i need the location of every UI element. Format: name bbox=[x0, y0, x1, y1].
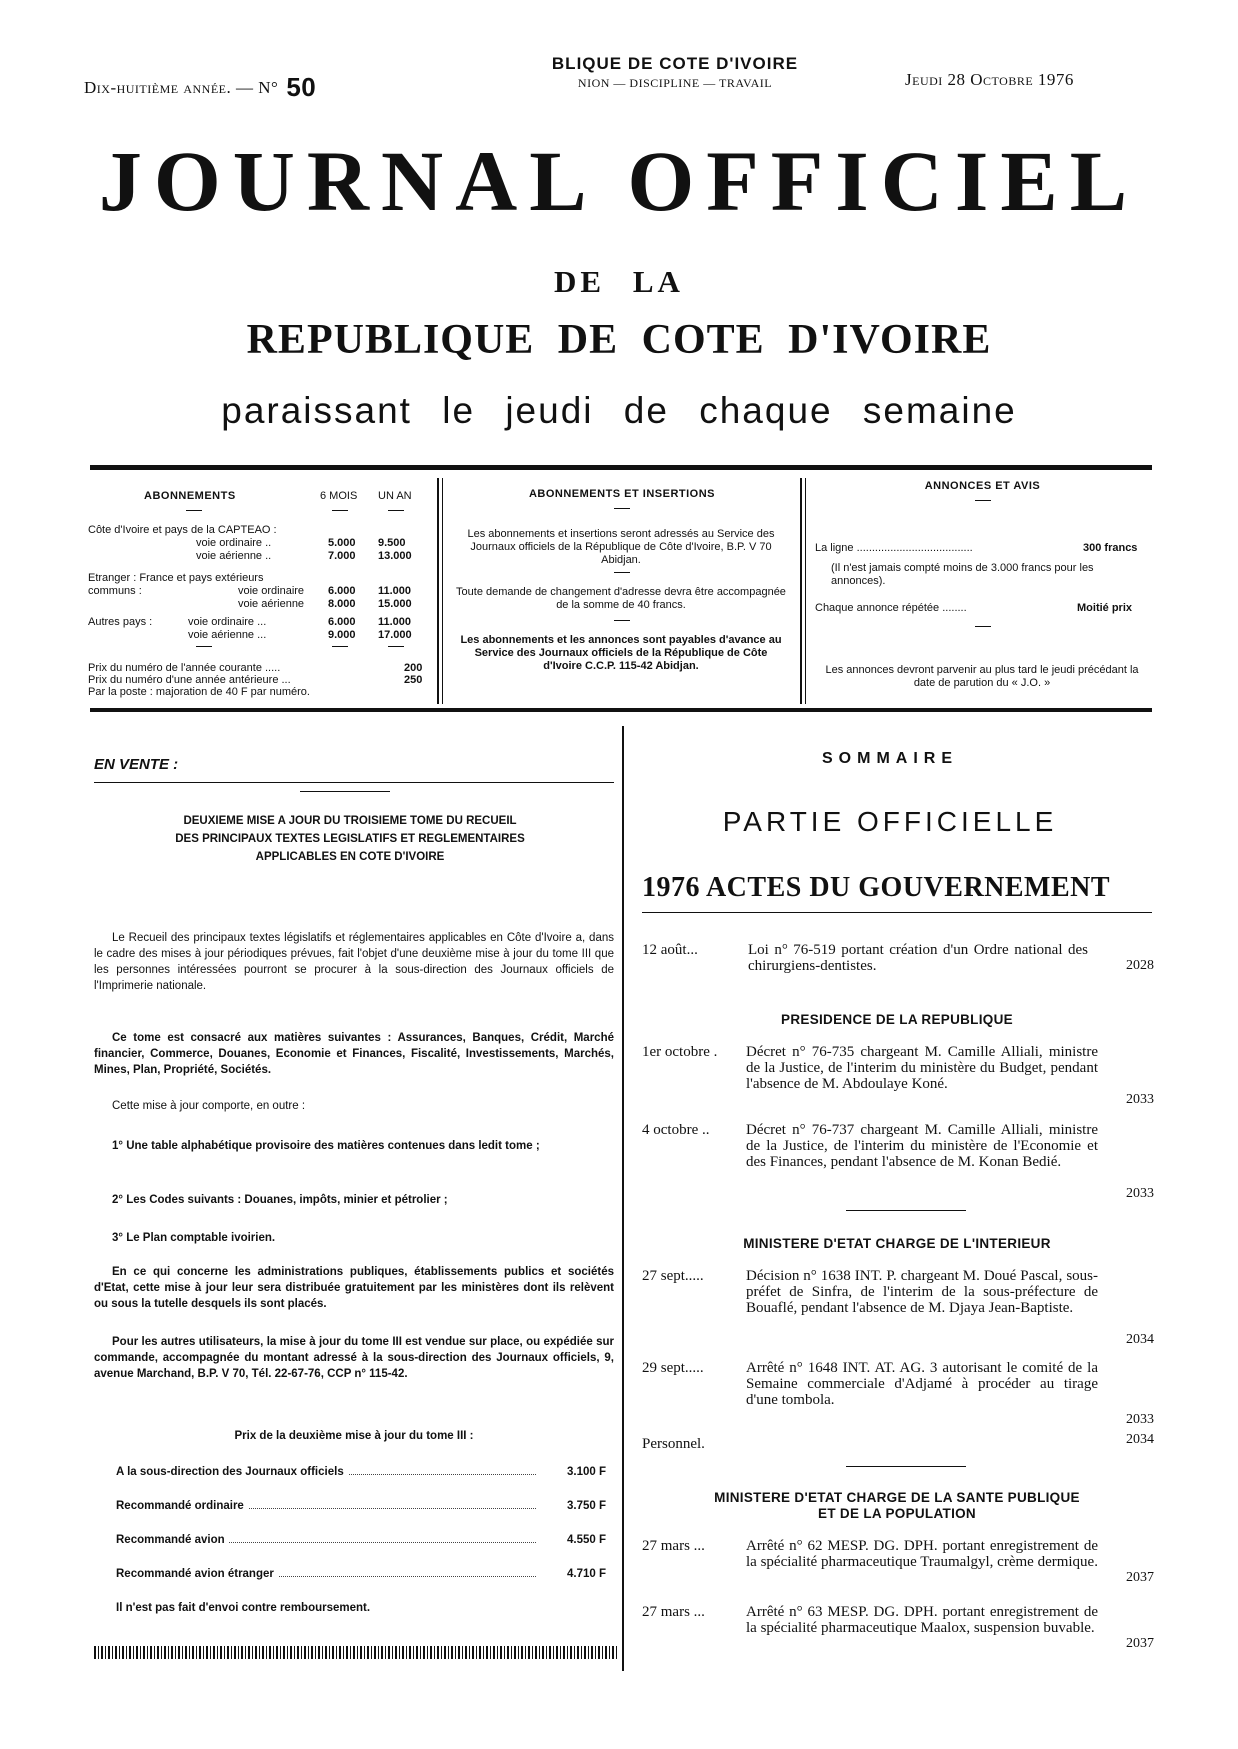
entry-text: Décret n° 76-737 chargeant M. Camille Alliali, ministre de la Justice, de l'interim du ministère de l'Economie et des Finances, pendant l'absence de M. Konan Bedié. bbox=[746, 1122, 1098, 1170]
sante-heading bbox=[642, 1490, 1152, 1522]
recueil-p3: Cette mise à jour comporte, en outre : bbox=[112, 1100, 306, 1112]
box-divider-2b bbox=[805, 478, 806, 704]
republic-motto: NION — DISCIPLINE — TRAVAIL bbox=[577, 76, 773, 90]
recueil-p5: 2° Les Codes suivants : Douanes, impôts, minier et pétrolier ; bbox=[112, 1194, 448, 1206]
ci-ord-an: 9.500 bbox=[378, 537, 406, 549]
entry-page: 2033 bbox=[1126, 1412, 1154, 1427]
recueil-p4: 1° Une table alphabétique provisoire des matières contenues dans ledit tome ; bbox=[112, 1140, 540, 1152]
issue-date: Jeudi 28 Octobre 1976 bbox=[905, 70, 1074, 89]
box-divider-1b bbox=[442, 478, 443, 704]
entry-date: 1er octobre . bbox=[642, 1044, 718, 1060]
entry-date: 12 août... bbox=[642, 942, 698, 958]
et-aer-an: 15.000 bbox=[378, 598, 412, 610]
masthead-de-la: DE LA bbox=[554, 264, 684, 299]
en-vente-rule bbox=[94, 782, 614, 783]
par-la-poste: Par la poste : majoration de 40 F par numéro. bbox=[88, 686, 310, 698]
actes-rule bbox=[642, 912, 1152, 913]
journal-title: JOURNAL OFFICIEL bbox=[98, 133, 1140, 229]
cote-ivoire-label: Côte d'Ivoire et pays de la CAPTEAO : bbox=[88, 524, 277, 536]
entry-date: 29 sept..... bbox=[642, 1360, 704, 1376]
presidence-heading: PRESIDENCE DE LA REPUBLIQUE bbox=[781, 1012, 1013, 1027]
annonces-repetee: Chaque annonce répétée ........ bbox=[815, 602, 967, 614]
entry-separator bbox=[846, 1466, 966, 1467]
au-aer-6: 9.000 bbox=[328, 629, 356, 641]
box-divider-1 bbox=[437, 478, 439, 704]
recueil-title-l3: APPLICABLES EN COTE D'IVOIRE bbox=[255, 851, 445, 863]
annonces-heading: ANNONCES ET AVIS bbox=[924, 480, 1041, 492]
prix-anterieure: Prix du numéro d'une année antérieure ... bbox=[88, 674, 291, 686]
abon-ins-p1: Les abonnements et insertions seront adressés au Service des Journaux officiels de la République de Côte d'Ivoire, B.P. V 70 Abidjan. bbox=[467, 528, 775, 566]
ci-ord-6: 5.000 bbox=[328, 537, 356, 549]
price-label: Recommandé ordinaire bbox=[116, 1500, 248, 1512]
entry-date: Personnel. bbox=[642, 1436, 705, 1452]
sante-heading-l1: MINISTERE D'ETAT CHARGE DE LA SANTE PUBLIQUE bbox=[714, 1490, 1080, 1505]
et-ord-6: 6.000 bbox=[328, 585, 356, 597]
price-label: Recommandé avion bbox=[116, 1534, 229, 1546]
au-voie-aerienne: voie aérienne ... bbox=[188, 629, 267, 641]
recueil-p8: Pour les autres utilisateurs, la mise à jour du tome III est vendue sur place, ou expédiée sur commande, accompagnée du montant adressé à la sous-direction des Journaux officiels, 9, avenue Marchand, B.P. V 70, Tél. 22-67-76, CCP n° 115-42. bbox=[94, 1336, 614, 1380]
col-un-an: UN AN bbox=[378, 490, 412, 502]
annonces-panel bbox=[815, 480, 1150, 702]
subscriptions-panel bbox=[88, 488, 430, 703]
entry-page: 2037 bbox=[1126, 1636, 1154, 1651]
recueil-p6: 3° Le Plan comptable ivoirien. bbox=[112, 1232, 276, 1244]
partie-officielle: PARTIE OFFICIELLE bbox=[722, 806, 1058, 837]
annonces-ligne: La ligne ...................................... bbox=[815, 542, 973, 554]
entry-page: 2033 bbox=[1126, 1092, 1154, 1107]
ci-voie-ordinaire: voie ordinaire .. bbox=[196, 537, 272, 549]
prix-title: Prix de la deuxième mise à jour du tome III : bbox=[234, 1430, 474, 1442]
recueil-p7: En ce qui concerne les administrations publiques, établissements publics et sociétés d'Etat, cette mise à jour leur sera distribuée gratuitement par les ministères dont ils relèvent ou sous la tutelle desquels ils sont placés. bbox=[94, 1266, 614, 1310]
abon-ins-p3: Les abonnements et les annonces sont payables d'avance au Service des Journaux officiels de la République de Côte d'Ivoire C.C.P. 115-42 Abidjan. bbox=[460, 634, 782, 672]
masthead-republic: REPUBLIQUE DE COTE D'IVOIRE bbox=[246, 317, 992, 363]
annonces-repetee-val: Moitié prix bbox=[1077, 602, 1133, 614]
col-6mois: 6 MOIS bbox=[320, 490, 358, 502]
recueil-title-l1: DEUXIEME MISE A JOUR DU TROISIEME TOME DU RECUEIL bbox=[183, 815, 517, 827]
et-voie-ordinaire: voie ordinaire bbox=[238, 585, 305, 597]
entry-text: Arrêté n° 62 MESP. DG. DPH. portant enregistrement de la spécialité pharmaceutique Traumalgyl, crème dermique. bbox=[746, 1538, 1098, 1570]
box-bottom-rule bbox=[90, 708, 1152, 712]
price-label: Recommandé avion étranger bbox=[116, 1568, 278, 1580]
price-value: 4.710 F bbox=[567, 1568, 606, 1580]
annonces-note: (Il n'est jamais compté moins de 3.000 francs pour les annonces). bbox=[831, 562, 1094, 587]
entry-page: 2034 bbox=[1126, 1332, 1154, 1347]
republic-header bbox=[505, 54, 845, 91]
price-value: 3.100 F bbox=[567, 1466, 606, 1478]
actes-heading: 1976 ACTES DU GOUVERNEMENT bbox=[642, 872, 1111, 903]
entry-text: Arrêté n° 1648 INT. AT. AG. 3 autorisant le comité de la Semaine commerciale d'Adjamé à procéder au tirage d'une tombola. bbox=[746, 1360, 1098, 1408]
recueil-title-l2: DES PRINCIPAUX TEXTES LEGISLATIFS ET REGLEMENTAIRES bbox=[175, 833, 525, 845]
entry-date: 4 octobre .. bbox=[642, 1122, 710, 1138]
entry-page: 2033 bbox=[1126, 1186, 1154, 1201]
column-divider bbox=[622, 726, 624, 1671]
recueil-p1: Le Recueil des principaux textes législatifs et réglementaires applicables en Côte d'Ivoire a, dans le cadre des mises à jour périodiques prévues, fait l'objet d'une deuxième mise à jour du tome III que les personnes intéressées pourront se procurer à la sous-direction des Journaux officiels de l'Imprimerie nationale. bbox=[94, 932, 614, 992]
price-label: A la sous-direction des Journaux officiels bbox=[116, 1466, 348, 1478]
recueil-p2: Ce tome est consacré aux matières suivantes : Assurances, Banques, Crédit, Marché financier, Commerce, Douanes, Economie et Finances, Fiscalité, Investissements, Marchés, Mines, Plan, Propriété, Sociétés. bbox=[94, 1032, 614, 1076]
entry-page: 2034 bbox=[1126, 1432, 1154, 1447]
entry-text: Décret n° 76-735 chargeant M. Camille Alliali, ministre de la Justice, de l'interim du ministère du Budget, pendant l'absence de M. Abdoulaye Koné. bbox=[746, 1044, 1098, 1092]
masthead-tagline: paraissant le jeudi de chaque semaine bbox=[221, 390, 1017, 431]
barcode-strip bbox=[94, 1646, 619, 1659]
ci-aer-6: 7.000 bbox=[328, 550, 356, 562]
au-ord-6: 6.000 bbox=[328, 616, 356, 628]
entry-separator bbox=[846, 1210, 966, 1211]
recueil-title bbox=[120, 812, 580, 866]
entry-page: 2028 bbox=[1126, 958, 1154, 973]
entry-text: Loi n° 76-519 portant création d'un Ordre national des chirurgiens-dentistes. bbox=[748, 942, 1088, 974]
et-ord-an: 11.000 bbox=[378, 585, 412, 597]
au-aer-an: 17.000 bbox=[378, 629, 412, 641]
et-voie-aerienne: voie aérienne bbox=[238, 598, 305, 610]
ci-voie-aerienne: voie aérienne .. bbox=[196, 550, 272, 562]
au-ord-an: 11.000 bbox=[378, 616, 412, 628]
prix-courante-val: 200 bbox=[404, 662, 423, 674]
entry-date: 27 mars ... bbox=[642, 1604, 705, 1620]
sommaire-title: SOMMAIRE bbox=[822, 750, 958, 767]
republic-name: BLIQUE DE COTE D'IVOIRE bbox=[551, 54, 799, 73]
price-value: 4.550 F bbox=[567, 1534, 606, 1546]
abon-ins-p2: Toute demande de changement d'adresse devra être accompagnée de la somme de 40 francs. bbox=[456, 586, 786, 611]
entry-date: 27 mars ... bbox=[642, 1538, 705, 1554]
remboursement-note: Il n'est pas fait d'envoi contre remboursement. bbox=[116, 1602, 371, 1614]
entry-text: Décision n° 1638 INT. P. chargeant M. Doué Pascal, sous-préfet de Sinfra, de l'interim de la sous-préfecture de Bouaflé, pendant l'absence de M. Djaya Jean-Baptiste. bbox=[746, 1268, 1098, 1316]
sante-heading-l2: ET DE LA POPULATION bbox=[818, 1506, 976, 1521]
annonces-delai: Les annonces devront parvenir au plus tard le jeudi précédant la date de parution du « J.O. » bbox=[825, 664, 1139, 689]
prix-anterieure-val: 250 bbox=[404, 674, 423, 686]
en-vente-label: EN VENTE : bbox=[94, 756, 179, 773]
subscriptions-heading: ABONNEMENTS bbox=[144, 490, 236, 502]
price-value: 3.750 F bbox=[567, 1500, 606, 1512]
en-vente-short-rule bbox=[300, 791, 390, 792]
prix-courante: Prix du numéro de l'année courante ..... bbox=[88, 662, 281, 674]
box-divider-2 bbox=[800, 478, 802, 704]
annonces-ligne-val: 300 francs bbox=[1083, 542, 1138, 554]
year-issue-label: Dix-huitième année. — N° bbox=[84, 78, 279, 97]
etranger-label: Etranger : France et pays extérieurs communs : bbox=[88, 572, 264, 597]
entry-date: 27 sept..... bbox=[642, 1268, 704, 1284]
entry-text: Arrêté n° 63 MESP. DG. DPH. portant enregistrement de la spécialité pharmaceutique Maalox, suspension buvable. bbox=[746, 1604, 1098, 1636]
entry-page: 2037 bbox=[1126, 1570, 1154, 1585]
masthead-rule bbox=[90, 465, 1152, 470]
au-voie-ordinaire: voie ordinaire ... bbox=[188, 616, 267, 628]
et-aer-6: 8.000 bbox=[328, 598, 356, 610]
abon-ins-heading: ABONNEMENTS ET INSERTIONS bbox=[528, 488, 716, 500]
issue-number: 50 bbox=[286, 72, 317, 102]
ci-aer-an: 13.000 bbox=[378, 550, 412, 562]
issue-info bbox=[84, 72, 316, 103]
interieur-heading: MINISTERE D'ETAT CHARGE DE L'INTERIEUR bbox=[743, 1236, 1051, 1251]
autres-label: Autres pays : bbox=[88, 616, 153, 628]
abonnements-insertions-panel bbox=[452, 488, 792, 703]
